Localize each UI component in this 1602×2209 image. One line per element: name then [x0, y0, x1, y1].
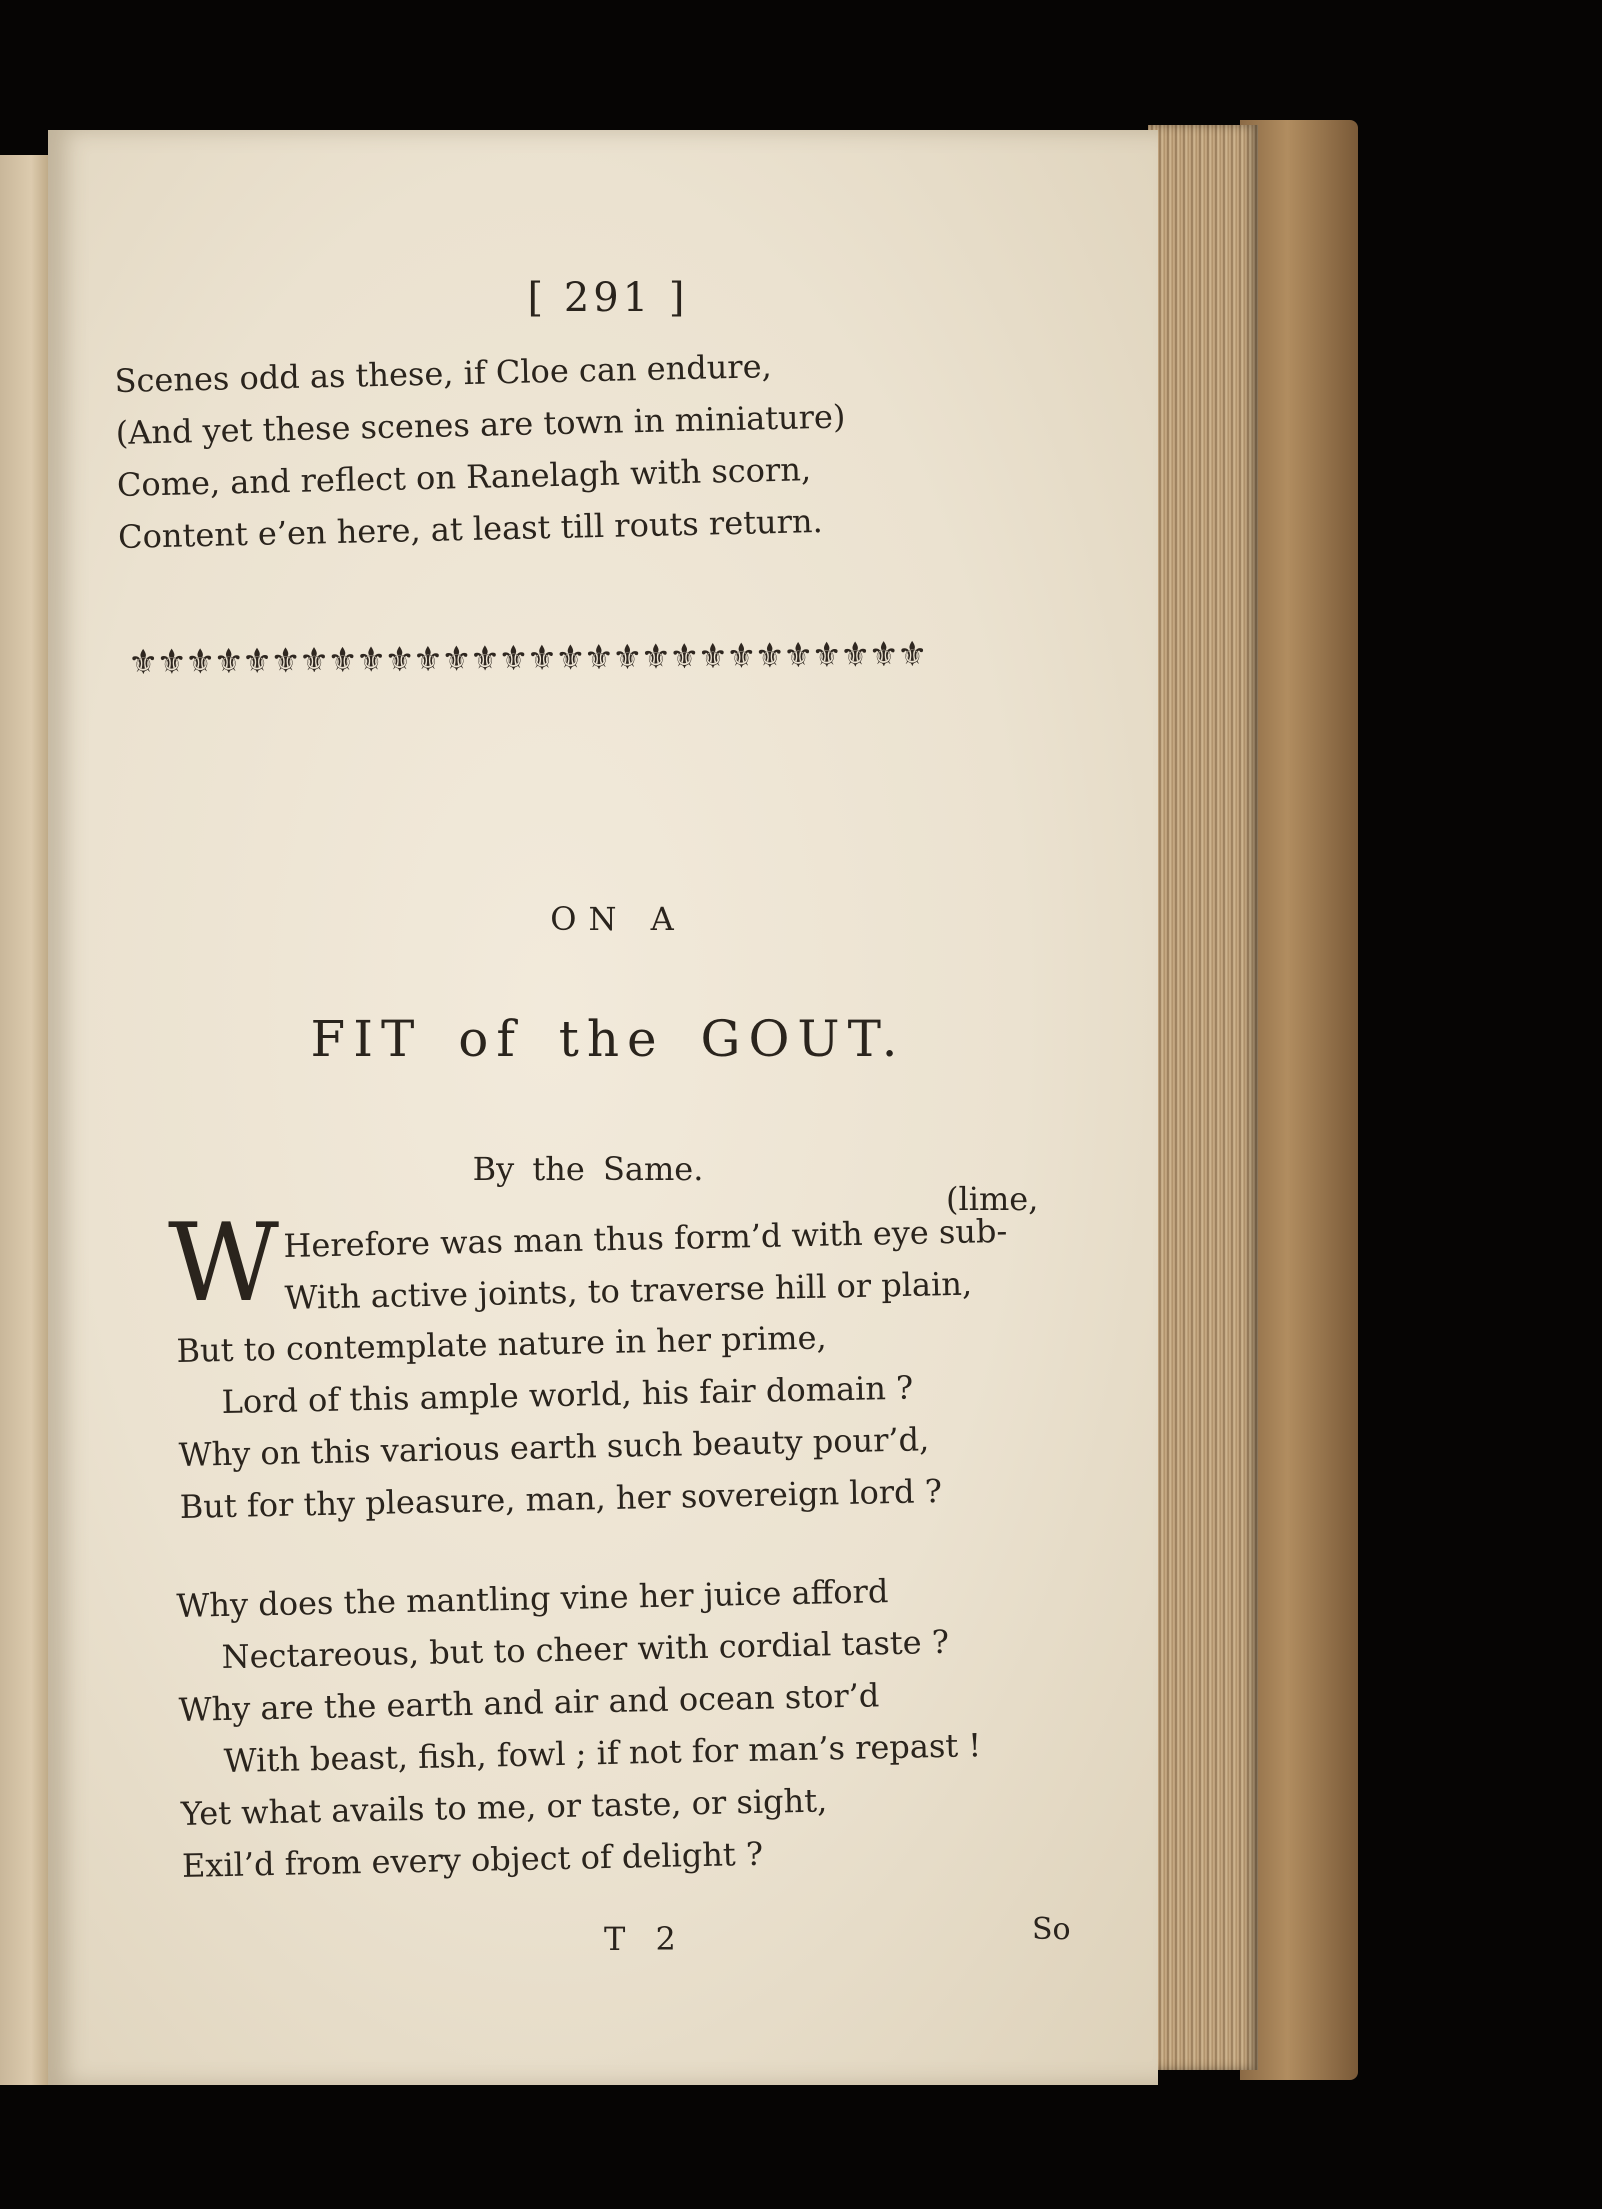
stanza-1-rest: [176, 1309, 942, 1533]
page-number: [ 291 ]: [527, 275, 689, 321]
verse-line: Herefore was man thus form’d with eye sub-: [283, 1211, 1008, 1265]
printers-ornament-border: ⚜⚜⚜⚜⚜⚜⚜⚜⚜⚜⚜⚜⚜⚜⚜⚜⚜⚜⚜⚜⚜⚜⚜⚜⚜⚜⚜⚜: [127, 634, 926, 683]
verse-line: Come, and reflect on Ranelagh with scorn,: [116, 450, 812, 504]
verse-line: Nectareous, but to cheer with cordial taste ?: [221, 1622, 950, 1677]
verse-line: But for thy pleasure, man, her sovereign lord ?: [179, 1472, 943, 1526]
verse-line: Exil’d from every object of delight ?: [181, 1834, 764, 1885]
verse-line: Lord of this ample world, his fair domain ?: [221, 1368, 914, 1422]
verse-line: Why are the earth and air and ocean stor’d: [178, 1676, 880, 1729]
verse-line: Why does the mantling vine her juice afford: [176, 1572, 889, 1625]
signature-mark: T 2: [604, 1920, 686, 1958]
heading-small: ON A: [550, 900, 686, 938]
previous-page-edge: [0, 155, 52, 2085]
verse-line: Scenes odd as these, if Cloe can endure,: [114, 347, 773, 400]
page-edges-stack: [1148, 125, 1258, 2070]
catchword: So: [1032, 1912, 1071, 1947]
turnover-word: (lime,: [946, 1180, 1039, 1218]
drop-cap: W: [168, 1201, 280, 1326]
stanza-1-opening: [283, 1205, 1009, 1324]
verse-line: Content e’en here, at least till routs return.: [117, 501, 824, 556]
stanza-2: [176, 1563, 984, 1892]
poem-title: FIT of the GOUT.: [310, 1010, 906, 1068]
verse-line: Why on this various earth such beauty pour’d,: [178, 1420, 930, 1474]
verse-line: (And yet these scenes are town in miniature): [115, 397, 846, 452]
closing-stanza: [114, 338, 848, 563]
verse-line: With beast, fish, fowl ; if not for man’s repast !: [223, 1726, 982, 1781]
verse-line: But to contemplate nature in her prime,: [176, 1318, 828, 1370]
byline: By the Same.: [472, 1150, 704, 1188]
verse-line: With active joints, to traverse hill or plain,: [284, 1264, 973, 1317]
book-page: [48, 130, 1158, 2085]
verse-line: Yet what avails to me, or taste, or sight,: [180, 1781, 828, 1833]
